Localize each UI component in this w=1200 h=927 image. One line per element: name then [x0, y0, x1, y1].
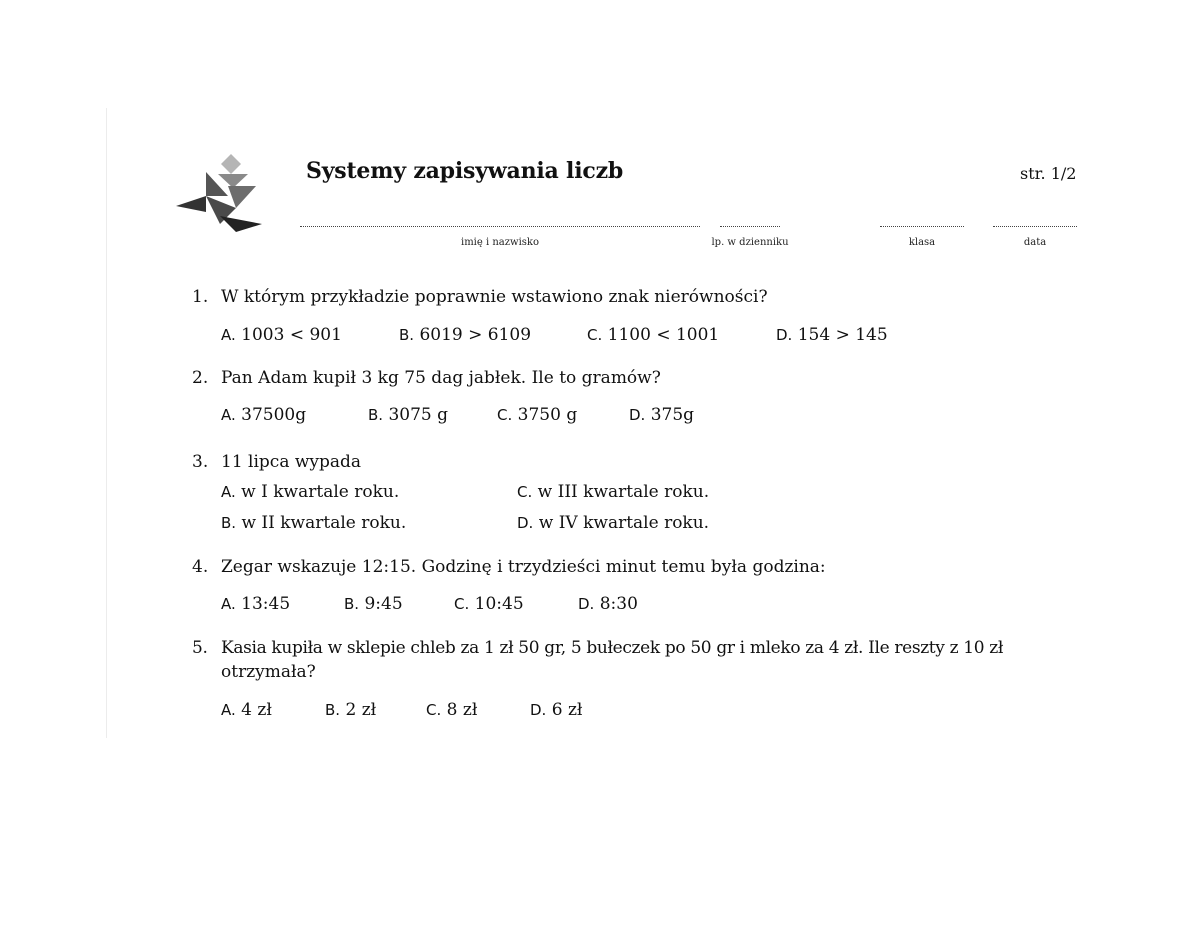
answer-option[interactable]: A. 13:45 [221, 594, 291, 614]
question-3 [192, 451, 361, 473]
answer-option[interactable]: C. 3750 g [497, 405, 578, 425]
name-field-line [300, 218, 700, 227]
class-field-label: klasa [908, 237, 936, 248]
answer-option[interactable]: C. 8 zł [426, 700, 478, 720]
date-field[interactable] [993, 218, 1077, 248]
question-number: 2. [192, 368, 209, 388]
answer-option[interactable]: D. 154 > 145 [776, 325, 888, 345]
question-4 [192, 556, 826, 578]
question-number: 3. [192, 452, 209, 472]
date-field-line [993, 218, 1077, 227]
answer-option[interactable]: A. w I kwartale roku. [221, 482, 400, 502]
question-text: Zegar wskazuje 12:15. Godzinę i trzydzieści minut temu była godzina: [221, 557, 826, 577]
name-field[interactable] [300, 218, 700, 248]
answer-option[interactable]: C. w III kwartale roku. [517, 482, 710, 502]
class-field-line [880, 218, 964, 227]
answer-option[interactable]: B. 6019 > 6109 [399, 325, 532, 345]
class-number-field-line [720, 218, 780, 227]
answer-option[interactable]: D. 375g [629, 405, 695, 425]
answer-option[interactable]: D. 6 zł [530, 700, 583, 720]
date-field-label: data [1023, 237, 1047, 248]
question-number: 1. [192, 287, 209, 307]
class-field[interactable] [880, 218, 964, 248]
answer-option[interactable]: B. 2 zł [325, 700, 377, 720]
question-number: 4. [192, 557, 209, 577]
answer-option[interactable]: A. 1003 < 901 [221, 325, 342, 345]
question-text: Pan Adam kupił 3 kg 75 dag jabłek. Ile to gramów? [221, 368, 661, 388]
page-edge [106, 108, 107, 738]
question-text-continued: otrzymała? [221, 662, 316, 682]
page-title: Systemy zapisywania liczb [306, 158, 624, 184]
answer-option[interactable]: A. 4 zł [221, 700, 272, 720]
question-text: Kasia kupiła w sklepie chleb za 1 zł 50 gr, 5 bułeczek po 50 gr i mleko za 4 zł. Ile reszty z 10 zł [221, 638, 1004, 658]
tangram-logo-icon [176, 154, 266, 234]
answer-option[interactable]: B. 9:45 [344, 594, 403, 614]
answer-option[interactable]: C. 1100 < 1001 [587, 325, 720, 345]
answer-option[interactable]: D. w IV kwartale roku. [517, 513, 710, 533]
answer-option[interactable]: D. 8:30 [578, 594, 638, 614]
page-number: str. 1/2 [1020, 164, 1077, 183]
class-number-field[interactable] [711, 218, 789, 248]
question-1 [192, 286, 768, 308]
class-number-field-label: lp. w dzienniku [711, 237, 789, 248]
question-text: 11 lipca wypada [221, 452, 362, 472]
answer-option[interactable]: A. 37500g [221, 405, 307, 425]
answer-option[interactable]: B. 3075 g [368, 405, 449, 425]
question-text: W którym przykładzie poprawnie wstawiono znak nierówności? [221, 287, 768, 307]
question-5 [192, 637, 1003, 659]
answer-option[interactable]: C. 10:45 [454, 594, 524, 614]
answer-option[interactable]: B. w II kwartale roku. [221, 513, 407, 533]
question-number: 5. [192, 638, 208, 658]
name-field-label: imię i nazwisko [461, 237, 539, 248]
question-2 [192, 367, 661, 389]
